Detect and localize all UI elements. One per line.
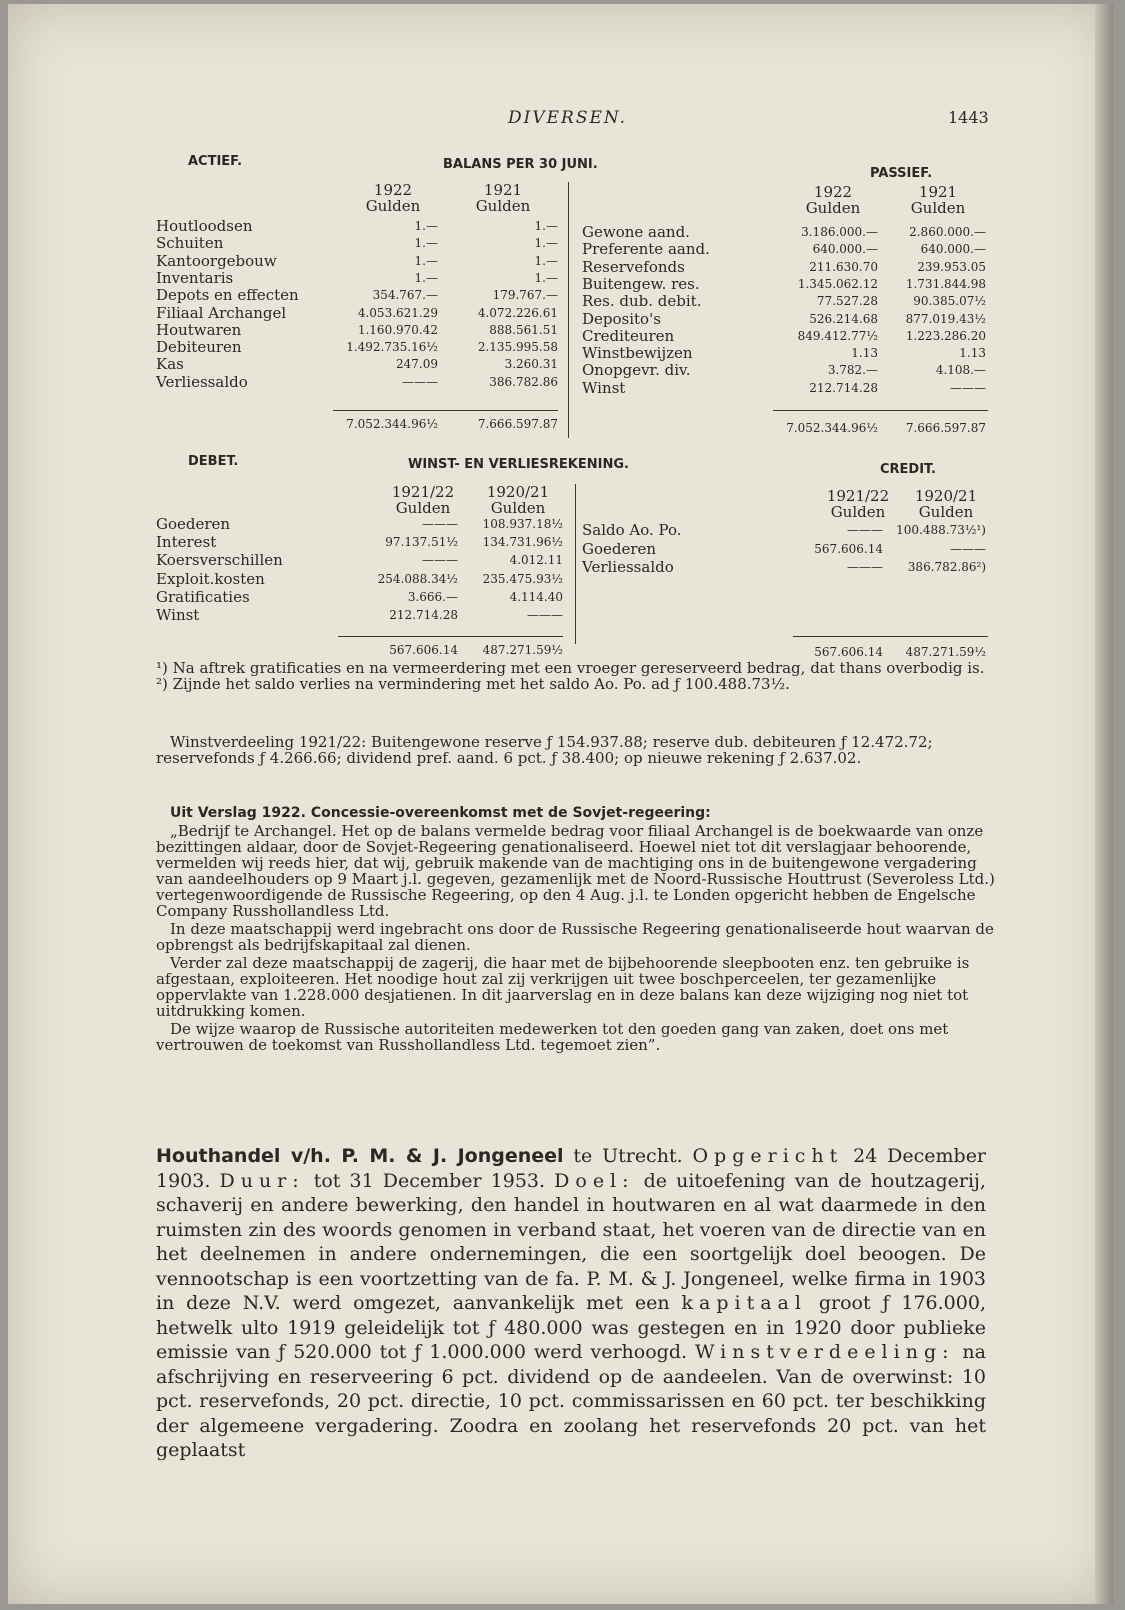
actief-value-b: 3.260.31 <box>504 357 558 372</box>
debet-year-a: 1921/22 <box>391 483 455 501</box>
passief-value-a: 212.714.28 <box>809 380 878 395</box>
passief-label: Gewone aand. <box>582 223 690 241</box>
firm-place: te Utrecht. <box>573 1145 683 1167</box>
credit-label: Verliessaldo <box>582 558 674 576</box>
kapitaal-label: kapitaal <box>681 1292 807 1314</box>
passief-label: Res. dub. debit. <box>582 292 702 311</box>
passief-label: Deposito's <box>582 309 661 328</box>
actief-label: Debiteuren <box>156 338 242 357</box>
verslag-paragraph-4: De wijze waarop de Russische autoriteiten medewerken tot den goeden gang van zaken, doet ons met vertrouwen de toekomst van Russhollandless Ltd. tegemoet zien”. <box>156 1020 949 1054</box>
doel-label: Doel: <box>554 1169 635 1192</box>
firm-name: Houthandel v/h. P. M. & J. Jongeneel <box>156 1145 564 1167</box>
actief-label: Houtloodsen <box>156 217 253 235</box>
debet-value-b: 235.475.93½ <box>482 571 563 586</box>
debet-value-b: ——— <box>527 608 563 622</box>
debet-value-a: 97.137.51½ <box>385 535 458 550</box>
verslag-section <box>156 804 996 1055</box>
actief-label: Inventaris <box>156 268 234 287</box>
passief-total-1922: 7.052.344.96½ <box>786 421 878 435</box>
passief-value-b: 1.13 <box>959 346 986 361</box>
passief-label: Reservefonds <box>582 257 685 276</box>
passief-value-a: 77.527.28 <box>816 294 878 309</box>
kapitaal-text: groot ƒ 176.000, hetwelk ulto 1919 geleidelijk tot ƒ 480.000 was gestegen en in 1920 door publieke emissie van ƒ 520.000 tot ƒ 1.000.000 werd verhoogd. <box>156 1292 986 1363</box>
actief-year-1921: 1921 <box>483 181 523 199</box>
actief-value-a: 1.— <box>414 270 438 285</box>
winst-title: WINST- EN VERLIESREKENING. <box>408 457 629 472</box>
debet-value-b: 4.012.11 <box>509 553 563 568</box>
passief-value-a: 1.345.062.12 <box>797 276 878 291</box>
duur-label: Duur: <box>219 1169 305 1192</box>
debet-value-a: ——— <box>422 553 458 568</box>
passief-value-a: 3.186.000.— <box>801 225 878 239</box>
debet-label: Exploit.kosten <box>156 569 265 588</box>
balans-title: BALANS PER 30 JUNI. <box>443 157 598 172</box>
passief-label: Crediteuren <box>582 326 675 345</box>
passief-value-b: 877.019.43½ <box>905 311 986 326</box>
opgericht-label: Opgericht <box>692 1145 844 1167</box>
balans-passief-title: PASSIEF. <box>870 166 933 181</box>
debet-unit-b: Gulden <box>490 499 546 517</box>
passief-value-a: 640.000.— <box>812 242 878 257</box>
debet-value-b: 134.731.96½ <box>482 535 563 550</box>
winstverdeeling-label: Winstverdeeling: <box>694 1341 955 1363</box>
actief-label: Houtwaren <box>156 320 242 339</box>
actief-label: Kantoorgebouw <box>156 251 277 270</box>
actief-value-b: 386.782.86 <box>489 374 558 389</box>
page-number: 1443 <box>948 108 989 127</box>
debet-label: Winst <box>156 606 200 624</box>
actief-value-b: 179.767.— <box>492 288 558 303</box>
passief-value-a: 849.412.77½ <box>797 328 878 343</box>
passief-value-b: 1.731.844.98 <box>905 276 986 291</box>
verslag-paragraph-1: „Bedrijf te Archangel. Het op de balans vermelde bedrag voor filiaal Archangel is de boekwaarde van onze bezittingen aldaar, door de Sovjet-Regeering genationaliseerd. Hoewel niet tot dit verslagjaar behoorende, vermelden wij reeds hier, dat wij, gebruik makende van de machtiging ons in de buitengewone vergadering van aandeelhouders op 9 Maart j.l. gegeven, gezamenlijk met de Noord-Russische Houttrust (Severoless Ltd.) vertegenwoordigende de Russische Regeering, op den 4 Aug. j.l. te Londen opgericht hebben de Engelsche Company Russhollandless Ltd. <box>156 822 995 920</box>
balans-divider <box>568 182 569 438</box>
actief-unit-1: Gulden <box>365 197 421 215</box>
actief-value-a: 1.492.735.16½ <box>346 340 438 355</box>
passief-label: Buitengew. res. <box>582 274 700 293</box>
verslag-paragraph-3: Verder zal deze maatschappij de zagerij, die haar met de bijbehoorende sleepbooten enz. ten gebruike is afgestaan, exploiteeren. Het noodige hout zal zij verkrijgen uit twee boschperceelen, ter gezamenlijke oppervlakte van 1.228.000 desjatienen. In dit jaarverslag en in deze balans kan deze wijziging nog niet tot uitdrukking komen. <box>156 954 970 1020</box>
credit-value-a: ——— <box>847 560 883 574</box>
passief-year-1921: 1921 <box>918 183 958 201</box>
debet-label: Interest <box>156 533 217 552</box>
winstverdeeling-note: Winstverdeeling 1921/22: Buitengewone reserve ƒ 154.937.88; reserve dub. debiteuren ƒ 12.472.72; reservefonds ƒ 4.266.66; dividend pref. aand. 6 pct. ƒ 38.400; op nieuwe rekening ƒ 2.637.02. <box>156 733 933 767</box>
passief-unit-1: Gulden <box>805 199 861 217</box>
credit-value-a: 567.606.14 <box>814 541 883 556</box>
passief-unit-2: Gulden <box>910 199 966 217</box>
debet-total-b: 487.271.59½ <box>482 643 563 657</box>
credit-year-a: 1921/22 <box>826 487 890 505</box>
actief-total-1921: 7.666.597.87 <box>477 417 558 431</box>
actief-value-b: 4.072.226.61 <box>477 305 558 320</box>
credit-total-rule <box>793 636 988 637</box>
passief-value-a: 211.630.70 <box>809 259 878 274</box>
running-head-title: DIVERSEN. <box>508 108 628 128</box>
book-spine <box>1095 4 1113 1604</box>
debet-value-a: 254.088.34½ <box>377 571 458 586</box>
passief-total-1921: 7.666.597.87 <box>905 421 986 435</box>
credit-total-a: 567.606.14 <box>814 645 883 659</box>
actief-value-a: 354.767.— <box>372 288 438 303</box>
actief-value-b: 2.135.995.58 <box>477 340 558 355</box>
debet-label: Goederen <box>156 515 231 533</box>
page <box>8 4 1113 1604</box>
passief-value-a: 526.214.68 <box>809 311 878 326</box>
actief-value-a: 247.09 <box>396 357 438 372</box>
debet-label: Koersverschillen <box>156 551 283 570</box>
credit-year-b: 1920/21 <box>914 487 978 505</box>
actief-unit-2: Gulden <box>475 197 531 215</box>
actief-value-b: 888.561.51 <box>489 322 558 337</box>
actief-value-b: 1.— <box>534 253 558 268</box>
duur-text: tot 31 December 1953. <box>313 1169 546 1192</box>
actief-value-a: 1.— <box>414 253 438 268</box>
passief-value-a: 1.13 <box>851 346 878 361</box>
actief-value-a: ——— <box>402 374 438 389</box>
credit-total-b: 487.271.59½ <box>905 645 986 659</box>
credit-unit-b: Gulden <box>918 503 974 521</box>
debet-value-b: 4.114.40 <box>509 589 563 604</box>
debet-value-a: 212.714.28 <box>389 608 458 622</box>
balans-actief-title: ACTIEF. <box>188 154 243 169</box>
footnote: ¹) Na aftrek gratificaties en na vermeerdering met een vroeger gereserveerd bedrag, dat thans overbodig is. ²) Zijnde het saldo verlies na vermindering met het saldo Ao. Po. ad ƒ 100.488.73½. <box>156 659 985 693</box>
houthandel-entry <box>156 1144 986 1463</box>
actief-label: Schuiten <box>156 234 224 253</box>
passief-value-b: 239.953.05 <box>917 259 986 274</box>
passief-total-rule <box>773 410 988 411</box>
actief-value-a: 1.160.970.42 <box>357 322 438 337</box>
verslag-paragraph-2: In deze maatschappij werd ingebracht ons door de Russische Regeering genationaliseerde hout waarvan de opbrengst als bedrijfskapitaal zal dienen. <box>156 920 994 954</box>
verslag-heading: Uit Verslag 1922. Concessie-overeenkomst met de Sovjet-regeering: <box>170 805 711 821</box>
debet-value-a: ——— <box>422 517 458 531</box>
actief-label: Filiaal Archangel <box>156 303 287 322</box>
actief-value-b: 1.— <box>534 219 558 233</box>
debet-label: Gratificaties <box>156 587 250 606</box>
credit-value-b: 386.782.86²) <box>907 560 986 574</box>
actief-value-a: 1.— <box>414 219 438 233</box>
passief-year-1922: 1922 <box>813 183 853 201</box>
opgericht-date: 24 December 1903. <box>156 1145 987 1192</box>
debet-value-a: 3.666.— <box>407 589 458 604</box>
passief-value-b: 1.223.286.20 <box>905 328 986 343</box>
credit-unit-a: Gulden <box>830 503 886 521</box>
credit-label: Saldo Ao. Po. <box>582 521 682 539</box>
passief-value-b: 4.108.— <box>935 363 986 378</box>
winstverdeeling-text: na afschrijving en reserveering 6 pct. dividend op de aandeelen. Van de overwinst: 10 pct. reservefonds, 20 pct. directie, 10 pct. commissarissen en 60 pct. ter beschikking der algemeene vergadering. Zoodra en zoolang het reservefonds 20 pct. van het geplaatst <box>156 1341 986 1461</box>
passief-value-a: 3.782.— <box>827 363 878 378</box>
winst-debet-title: DEBET. <box>188 454 239 469</box>
passief-label: Winstbewijzen <box>582 344 693 363</box>
credit-value-b: 100.488.73½¹) <box>896 523 986 537</box>
actief-label: Kas <box>156 355 184 374</box>
credit-value-b: ——— <box>950 541 986 556</box>
actief-total-1922: 7.052.344.96½ <box>346 417 438 431</box>
actief-year-1922: 1922 <box>373 181 413 199</box>
debet-value-b: 108.937.18½ <box>482 517 563 531</box>
credit-label: Goederen <box>582 539 657 558</box>
debet-year-b: 1920/21 <box>486 483 550 501</box>
winst-credit-title: CREDIT. <box>880 462 936 477</box>
actief-label: Verliessaldo <box>156 372 248 391</box>
debet-total-a: 567.606.14 <box>389 643 458 657</box>
actief-value-a: 4.053.621.29 <box>357 305 438 320</box>
doel-text: de uitoefening van de houtzagerij, schaverij en andere bewerking, den handel in houtwaren en al wat daarmede in den ruimsten zin des woords genomen in verband staat, het voeren van de directie van en het deelnemen in andere ondernemingen, die een soortgelijk doel beoogen. De vennootschap is een voortzetting van de fa. P. M. & J. Jongeneel, welke firma in 1903 in deze N.V. werd omgezet, aanvankelijk met een <box>156 1169 986 1314</box>
actief-value-a: 1.— <box>414 236 438 251</box>
actief-value-b: 1.— <box>534 270 558 285</box>
passief-label: Winst <box>582 378 626 397</box>
actief-label: Depots en effecten <box>156 286 299 305</box>
debet-total-rule <box>338 636 563 637</box>
debet-unit-a: Gulden <box>395 499 451 517</box>
actief-value-b: 1.— <box>534 236 558 251</box>
winst-divider <box>575 484 576 644</box>
passief-label: Preferente aand. <box>582 240 710 259</box>
passief-value-b: 2.860.000.— <box>909 225 986 239</box>
actief-total-rule <box>333 410 558 411</box>
passief-value-b: ——— <box>950 380 986 395</box>
credit-value-a: ——— <box>847 523 883 537</box>
passief-value-b: 640.000.— <box>920 242 986 257</box>
passief-value-b: 90.385.07½ <box>913 294 986 309</box>
passief-label: Onopgevr. div. <box>582 361 691 380</box>
